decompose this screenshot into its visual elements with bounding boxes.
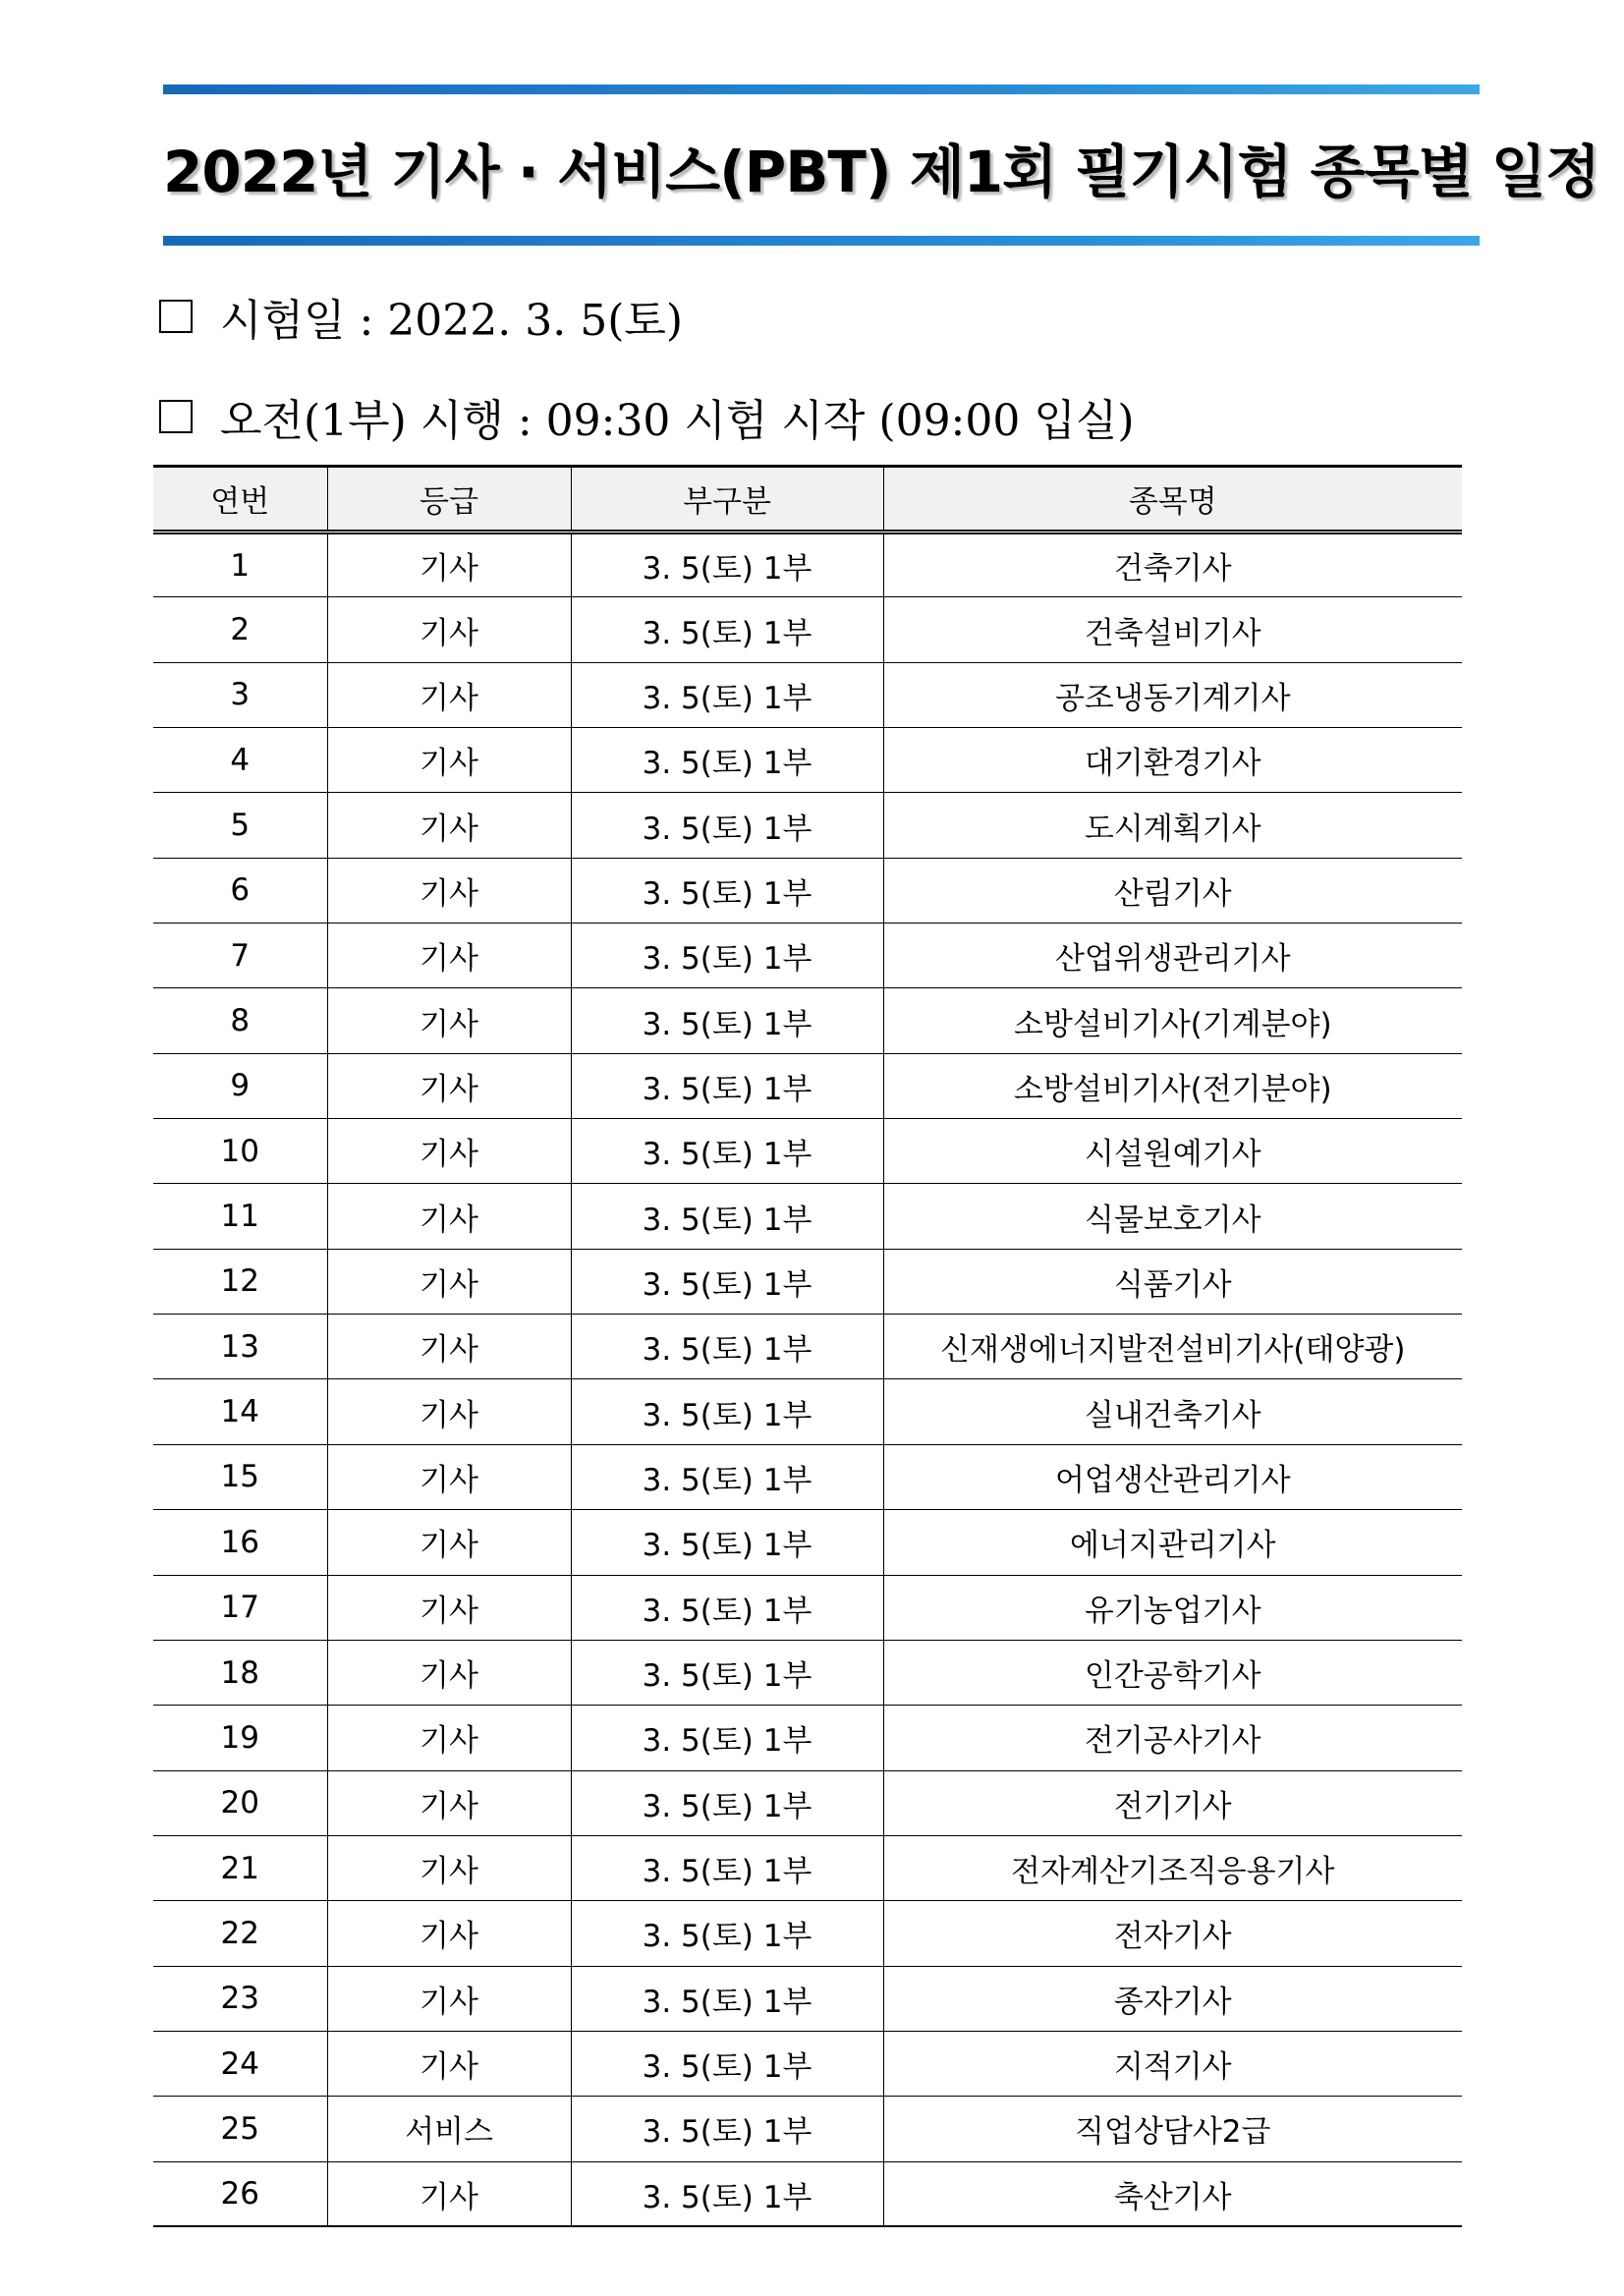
title-bottom-bar: [163, 236, 1480, 246]
table-row: [153, 728, 1462, 793]
table-row: [153, 2161, 1462, 2226]
cell-grade: 서비스: [327, 2097, 571, 2161]
header-no: 연번: [153, 467, 327, 532]
cell-session: 3. 5(토) 1부: [571, 662, 883, 727]
cell-grade: 기사: [327, 1379, 571, 1444]
checkbox-icon: [159, 400, 193, 433]
cell-session: 3. 5(토) 1부: [571, 1249, 883, 1314]
cell-no: 15: [153, 1444, 327, 1509]
cell-subject: 산림기사: [883, 858, 1462, 923]
cell-subject: 대기환경기사: [883, 728, 1462, 793]
cell-no: 1: [153, 532, 327, 597]
cell-session: 3. 5(토) 1부: [571, 1053, 883, 1118]
table-row: [153, 1575, 1462, 1640]
cell-subject: 전기기사: [883, 1770, 1462, 1835]
cell-no: 5: [153, 793, 327, 858]
cell-subject: 직업상담사2급: [883, 2097, 1462, 2161]
cell-subject: 지적기사: [883, 2031, 1462, 2096]
cell-grade: 기사: [327, 2031, 571, 2096]
session-line: [159, 385, 1135, 448]
cell-session: 3. 5(토) 1부: [571, 1510, 883, 1575]
cell-session: 3. 5(토) 1부: [571, 1444, 883, 1509]
cell-grade: 기사: [327, 597, 571, 662]
cell-no: 23: [153, 1966, 327, 2031]
table-row: [153, 988, 1462, 1053]
cell-grade: 기사: [327, 858, 571, 923]
schedule-table: [153, 465, 1462, 2227]
cell-no: 6: [153, 858, 327, 923]
cell-grade: 기사: [327, 662, 571, 727]
cell-grade: 기사: [327, 1444, 571, 1509]
cell-no: 14: [153, 1379, 327, 1444]
cell-subject: 건축설비기사: [883, 597, 1462, 662]
cell-grade: 기사: [327, 1575, 571, 1640]
cell-grade: 기사: [327, 988, 571, 1053]
cell-no: 4: [153, 728, 327, 793]
table-row: [153, 597, 1462, 662]
cell-no: 20: [153, 1770, 327, 1835]
cell-session: 3. 5(토) 1부: [571, 793, 883, 858]
page-title: 2022년 기사 · 서비스(PBT) 제1회 필기시험 종목별 일정: [163, 139, 1599, 205]
cell-no: 18: [153, 1640, 327, 1705]
cell-session: 3. 5(토) 1부: [571, 1184, 883, 1249]
cell-subject: 건축기사: [883, 532, 1462, 597]
cell-no: 3: [153, 662, 327, 727]
cell-session: 3. 5(토) 1부: [571, 532, 883, 597]
checkbox-icon: [159, 300, 193, 333]
cell-session: 3. 5(토) 1부: [571, 1901, 883, 1966]
cell-subject: 전기공사기사: [883, 1706, 1462, 1770]
cell-subject: 인간공학기사: [883, 1640, 1462, 1705]
cell-grade: 기사: [327, 924, 571, 988]
table-row: [153, 1706, 1462, 1770]
header-grade: 등급: [327, 467, 571, 532]
cell-subject: 전자기사: [883, 1901, 1462, 1966]
session-text: 오전(1부) 시행 : 09:30 시험 시작 (09:00 입실): [220, 396, 1135, 446]
table-row: [153, 793, 1462, 858]
cell-session: 3. 5(토) 1부: [571, 858, 883, 923]
cell-no: 16: [153, 1510, 327, 1575]
cell-grade: 기사: [327, 1184, 571, 1249]
cell-subject: 전자계산기조직응용기사: [883, 1835, 1462, 1900]
table-row: [153, 1640, 1462, 1705]
cell-session: 3. 5(토) 1부: [571, 1379, 883, 1444]
cell-no: 19: [153, 1706, 327, 1770]
cell-no: 2: [153, 597, 327, 662]
table-row: [153, 1053, 1462, 1118]
cell-no: 25: [153, 2097, 327, 2161]
table-row: [153, 1119, 1462, 1184]
cell-no: 9: [153, 1053, 327, 1118]
cell-session: 3. 5(토) 1부: [571, 1315, 883, 1379]
cell-session: 3. 5(토) 1부: [571, 728, 883, 793]
table-row: [153, 1901, 1462, 1966]
cell-subject: 소방설비기사(기계분야): [883, 988, 1462, 1053]
cell-session: 3. 5(토) 1부: [571, 1706, 883, 1770]
table-row: [153, 858, 1462, 923]
cell-grade: 기사: [327, 1835, 571, 1900]
table-header-row: [153, 467, 1462, 532]
cell-subject: 실내건축기사: [883, 1379, 1462, 1444]
cell-subject: 식품기사: [883, 1249, 1462, 1314]
table-row: [153, 1249, 1462, 1314]
cell-grade: 기사: [327, 1966, 571, 2031]
cell-session: 3. 5(토) 1부: [571, 597, 883, 662]
table-row: [153, 1184, 1462, 1249]
exam-date-line: [159, 285, 683, 348]
cell-grade: 기사: [327, 728, 571, 793]
cell-session: 3. 5(토) 1부: [571, 1640, 883, 1705]
header-session: 부구분: [571, 467, 883, 532]
cell-grade: 기사: [327, 793, 571, 858]
cell-grade: 기사: [327, 1249, 571, 1314]
cell-grade: 기사: [327, 1510, 571, 1575]
cell-session: 3. 5(토) 1부: [571, 1966, 883, 2031]
title-top-bar: [163, 84, 1480, 94]
cell-session: 3. 5(토) 1부: [571, 1119, 883, 1184]
cell-grade: 기사: [327, 2161, 571, 2226]
header-subject: 종목명: [883, 467, 1462, 532]
table-row: [153, 1510, 1462, 1575]
cell-subject: 식물보호기사: [883, 1184, 1462, 1249]
cell-subject: 어업생산관리기사: [883, 1444, 1462, 1509]
table-row: [153, 1835, 1462, 1900]
cell-subject: 시설원예기사: [883, 1119, 1462, 1184]
cell-session: 3. 5(토) 1부: [571, 1835, 883, 1900]
table-row: [153, 532, 1462, 597]
cell-no: 22: [153, 1901, 327, 1966]
table-row: [153, 1770, 1462, 1835]
cell-subject: 에너지관리기사: [883, 1510, 1462, 1575]
cell-no: 11: [153, 1184, 327, 1249]
cell-subject: 소방설비기사(전기분야): [883, 1053, 1462, 1118]
cell-no: 8: [153, 988, 327, 1053]
cell-subject: 유기농업기사: [883, 1575, 1462, 1640]
cell-session: 3. 5(토) 1부: [571, 924, 883, 988]
cell-subject: 축산기사: [883, 2161, 1462, 2226]
cell-grade: 기사: [327, 1053, 571, 1118]
exam-date-text: 시험일 : 2022. 3. 5(토): [220, 296, 684, 346]
cell-no: 10: [153, 1119, 327, 1184]
table-row: [153, 1966, 1462, 2031]
cell-subject: 도시계획기사: [883, 793, 1462, 858]
cell-session: 3. 5(토) 1부: [571, 2097, 883, 2161]
cell-subject: 종자기사: [883, 1966, 1462, 2031]
cell-session: 3. 5(토) 1부: [571, 2161, 883, 2226]
cell-no: 7: [153, 924, 327, 988]
cell-subject: 신재생에너지발전설비기사(태양광): [883, 1315, 1462, 1379]
cell-session: 3. 5(토) 1부: [571, 1770, 883, 1835]
table-row: [153, 662, 1462, 727]
cell-grade: 기사: [327, 1706, 571, 1770]
table-row: [153, 2097, 1462, 2161]
table-row: [153, 1379, 1462, 1444]
cell-session: 3. 5(토) 1부: [571, 2031, 883, 2096]
cell-grade: 기사: [327, 1640, 571, 1705]
cell-no: 21: [153, 1835, 327, 1900]
cell-grade: 기사: [327, 532, 571, 597]
cell-grade: 기사: [327, 1901, 571, 1966]
table-row: [153, 1315, 1462, 1379]
cell-no: 13: [153, 1315, 327, 1379]
table-row: [153, 924, 1462, 988]
cell-no: 12: [153, 1249, 327, 1314]
cell-no: 17: [153, 1575, 327, 1640]
cell-grade: 기사: [327, 1315, 571, 1379]
table-row: [153, 1444, 1462, 1509]
cell-session: 3. 5(토) 1부: [571, 988, 883, 1053]
table-row: [153, 2031, 1462, 2096]
cell-subject: 공조냉동기계기사: [883, 662, 1462, 727]
cell-session: 3. 5(토) 1부: [571, 1575, 883, 1640]
cell-no: 26: [153, 2161, 327, 2226]
cell-subject: 산업위생관리기사: [883, 924, 1462, 988]
cell-grade: 기사: [327, 1119, 571, 1184]
cell-no: 24: [153, 2031, 327, 2096]
cell-grade: 기사: [327, 1770, 571, 1835]
